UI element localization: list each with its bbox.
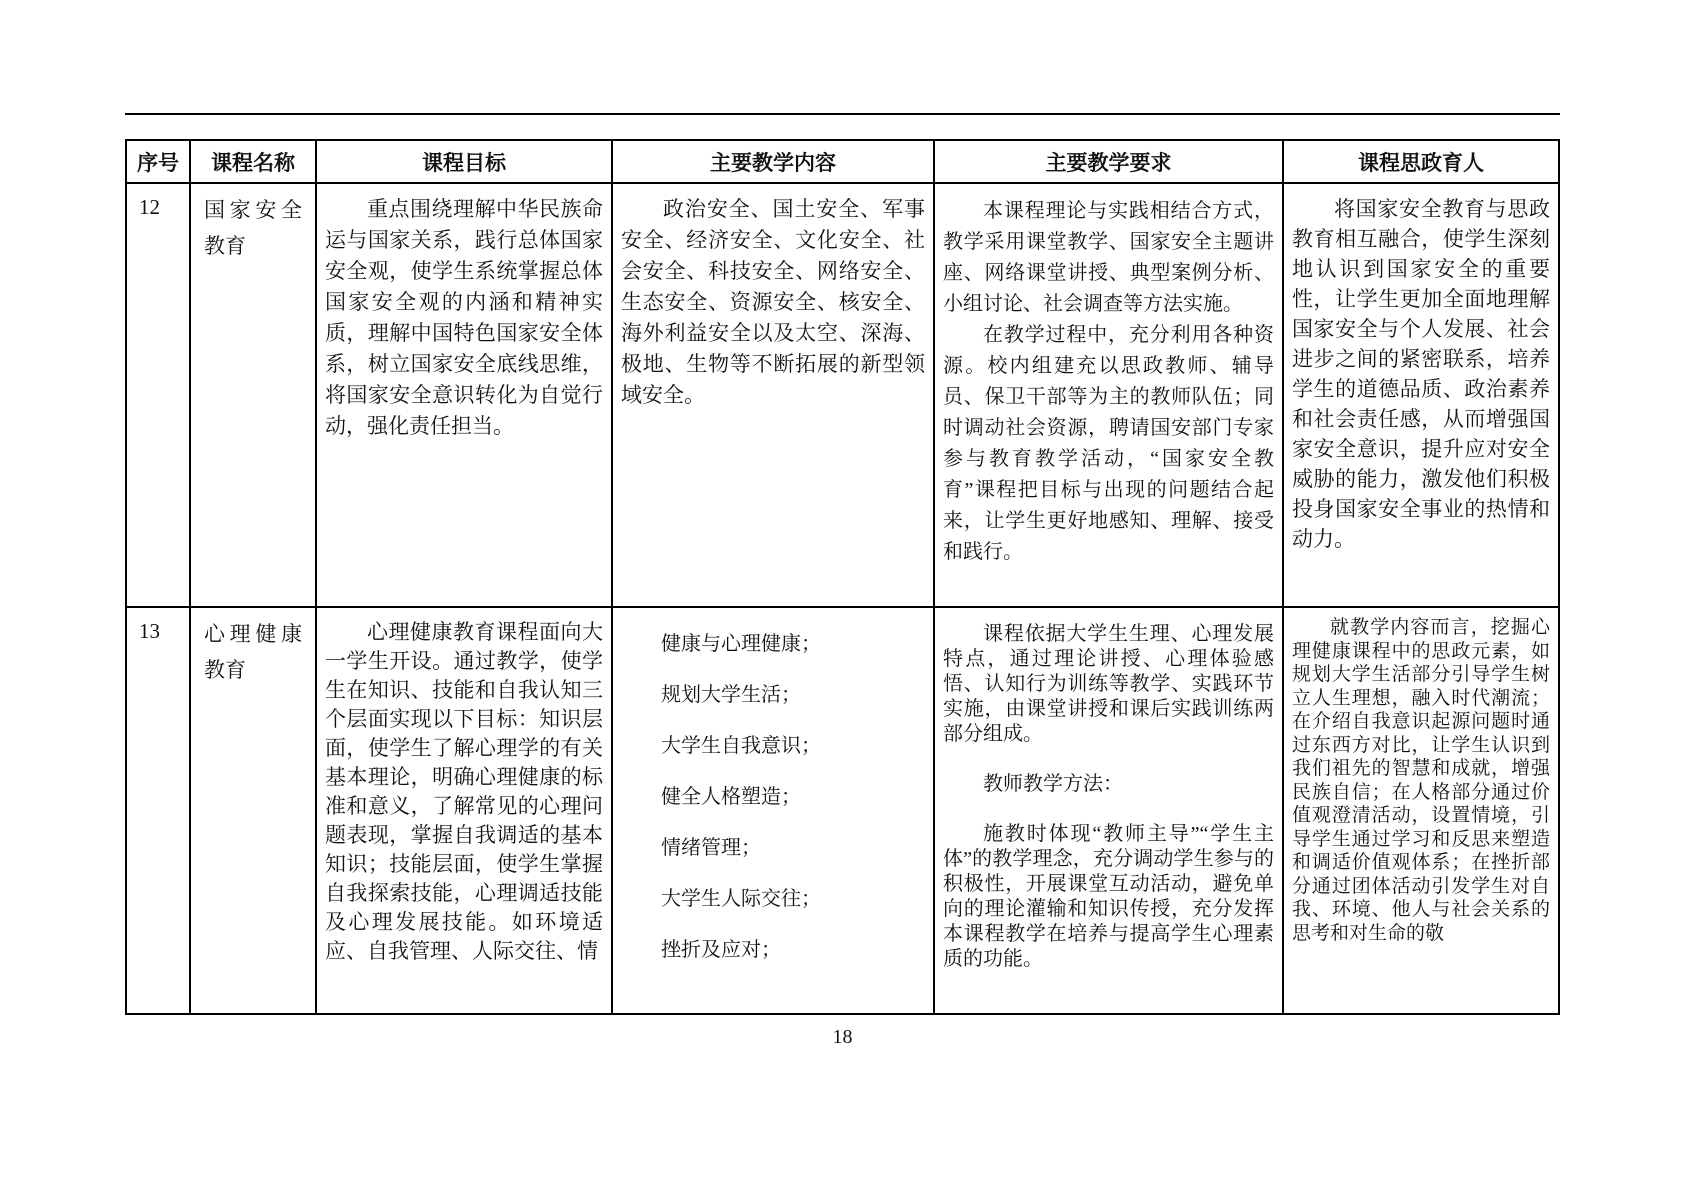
table-row	[127, 182, 1558, 606]
cell-index: 13	[127, 608, 191, 1013]
cell-requirements	[935, 608, 1284, 1013]
table-header-row	[127, 141, 1558, 182]
cell-content	[613, 608, 935, 1013]
paragraph: 政治安全、国土安全、军事安全、经济安全、文化安全、社会安全、科技安全、网络安全、生态安全、资源安全、核安全、海外利益安全以及太空、深海、极地、生物等不断拓展的新型领域安全。	[621, 197, 925, 407]
cell-requirements	[935, 184, 1284, 606]
page-header-rule	[125, 113, 1560, 115]
cell-ideology	[1284, 184, 1558, 606]
paragraph: 课程依据大学生生理、心理发展特点，通过理论讲授、心理体验感悟、认知行为训练等教学、实践环节实施，由课堂讲授和课后实践训练两部分组成。	[943, 623, 1274, 745]
paragraph: 就教学内容而言，挖掘心理健康课程中的思政元素，如规划大学生活部分引导学生树立人生理想，融入时代潮流；在介绍自我意识起源问题时通过东西方对比，让学生认识到我们祖先的智慧和成就，增强民族自信；在人格部分通过价值观澄清活动，设置情境，引导学生通过学习和反思来塑造和调适价值观体系；在挫折部分通过团体活动引发学生对自我、环境、他人与社会关系的思考和对生命的敬	[1292, 617, 1550, 944]
paragraph: 在教学过程中，充分利用各种资源。校内组建充以思政教师、辅导员、保卫干部等为主的教师队伍；同时调动社会资源，聘请国安部门专家参与教育教学活动，“国家安全教育”课程把目标与出现的问题结合起来，让学生更好地感知、理解、接受和践行。	[943, 324, 1274, 563]
cell-objectives	[317, 184, 613, 606]
page-number: 18	[832, 1026, 853, 1048]
cell-course-name: 国家安全教育	[191, 184, 317, 606]
column-header-objectives: 课程目标	[317, 141, 613, 182]
cell-objectives	[317, 608, 613, 1013]
paragraph: 情绪管理；	[661, 837, 761, 859]
cell-content	[613, 184, 935, 606]
table-row	[127, 606, 1558, 1013]
paragraph: 健康与心理健康；	[661, 633, 821, 655]
paragraph: 将国家安全教育与思政教育相互融合，使学生深刻地认识到国家安全的重要性，让学生更加全面地理解国家安全与个人发展、社会进步之间的紧密联系，培养学生的道德品质、政治素养和社会责任感，从而增强国家安全意识，提升应对安全威胁的能力，激发他们积极投身国家安全事业的热情和动力。	[1292, 197, 1550, 551]
paragraph: 大学生人际交往；	[661, 888, 821, 910]
paragraph: 心理健康教育课程面向大一学生开设。通过教学，使学生在知识、技能和自我认知三个层面实现以下目标：知识层面，使学生了解心理学的有关基本理论，明确心理健康的标准和意义，了解常见的心理问题表现，掌握自我调适的基本知识；技能层面，使学生掌握自我探索技能，心理调适技能及心理发展技能。如环境适应、自我管理、人际交往、情	[325, 620, 603, 963]
column-header-index: 序号	[127, 141, 191, 182]
paragraph: 重点围绕理解中华民族命运与国家关系，践行总体国家安全观，使学生系统掌握总体国家安全观的内涵和精神实质，理解中国特色国家安全体系，树立国家安全底线思维，将国家安全意识转化为自觉行动，强化责任担当。	[325, 197, 603, 438]
paragraph: 挫折及应对；	[661, 939, 781, 961]
course-table	[125, 139, 1560, 1015]
paragraph: 教师教学方法：	[983, 773, 1123, 795]
column-header-course-name: 课程名称	[191, 141, 317, 182]
paragraph: 本课程理论与实践相结合方式，教学采用课堂教学、国家安全主题讲座、网络课堂讲授、典型案例分析、小组讨论、社会调查等方法实施。	[943, 200, 1274, 315]
cell-index: 12	[127, 184, 191, 606]
paragraph: 规划大学生活；	[661, 684, 801, 706]
column-header-requirements: 主要教学要求	[935, 141, 1284, 182]
cell-course-name: 心理健康教育	[191, 608, 317, 1013]
paragraph: 健全人格塑造；	[661, 786, 801, 808]
column-header-content: 主要教学内容	[613, 141, 935, 182]
cell-ideology	[1284, 608, 1558, 1013]
paragraph: 大学生自我意识；	[661, 735, 821, 757]
paragraph: 施教时体现“教师主导”“学生主体”的教学理念，充分调动学生参与的积极性，开展课堂互动活动，避免单向的理论灌输和知识传授，充分发挥本课程教学在培养与提高学生心理素质的功能。	[943, 823, 1274, 970]
column-header-ideology: 课程思政育人	[1358, 150, 1484, 175]
